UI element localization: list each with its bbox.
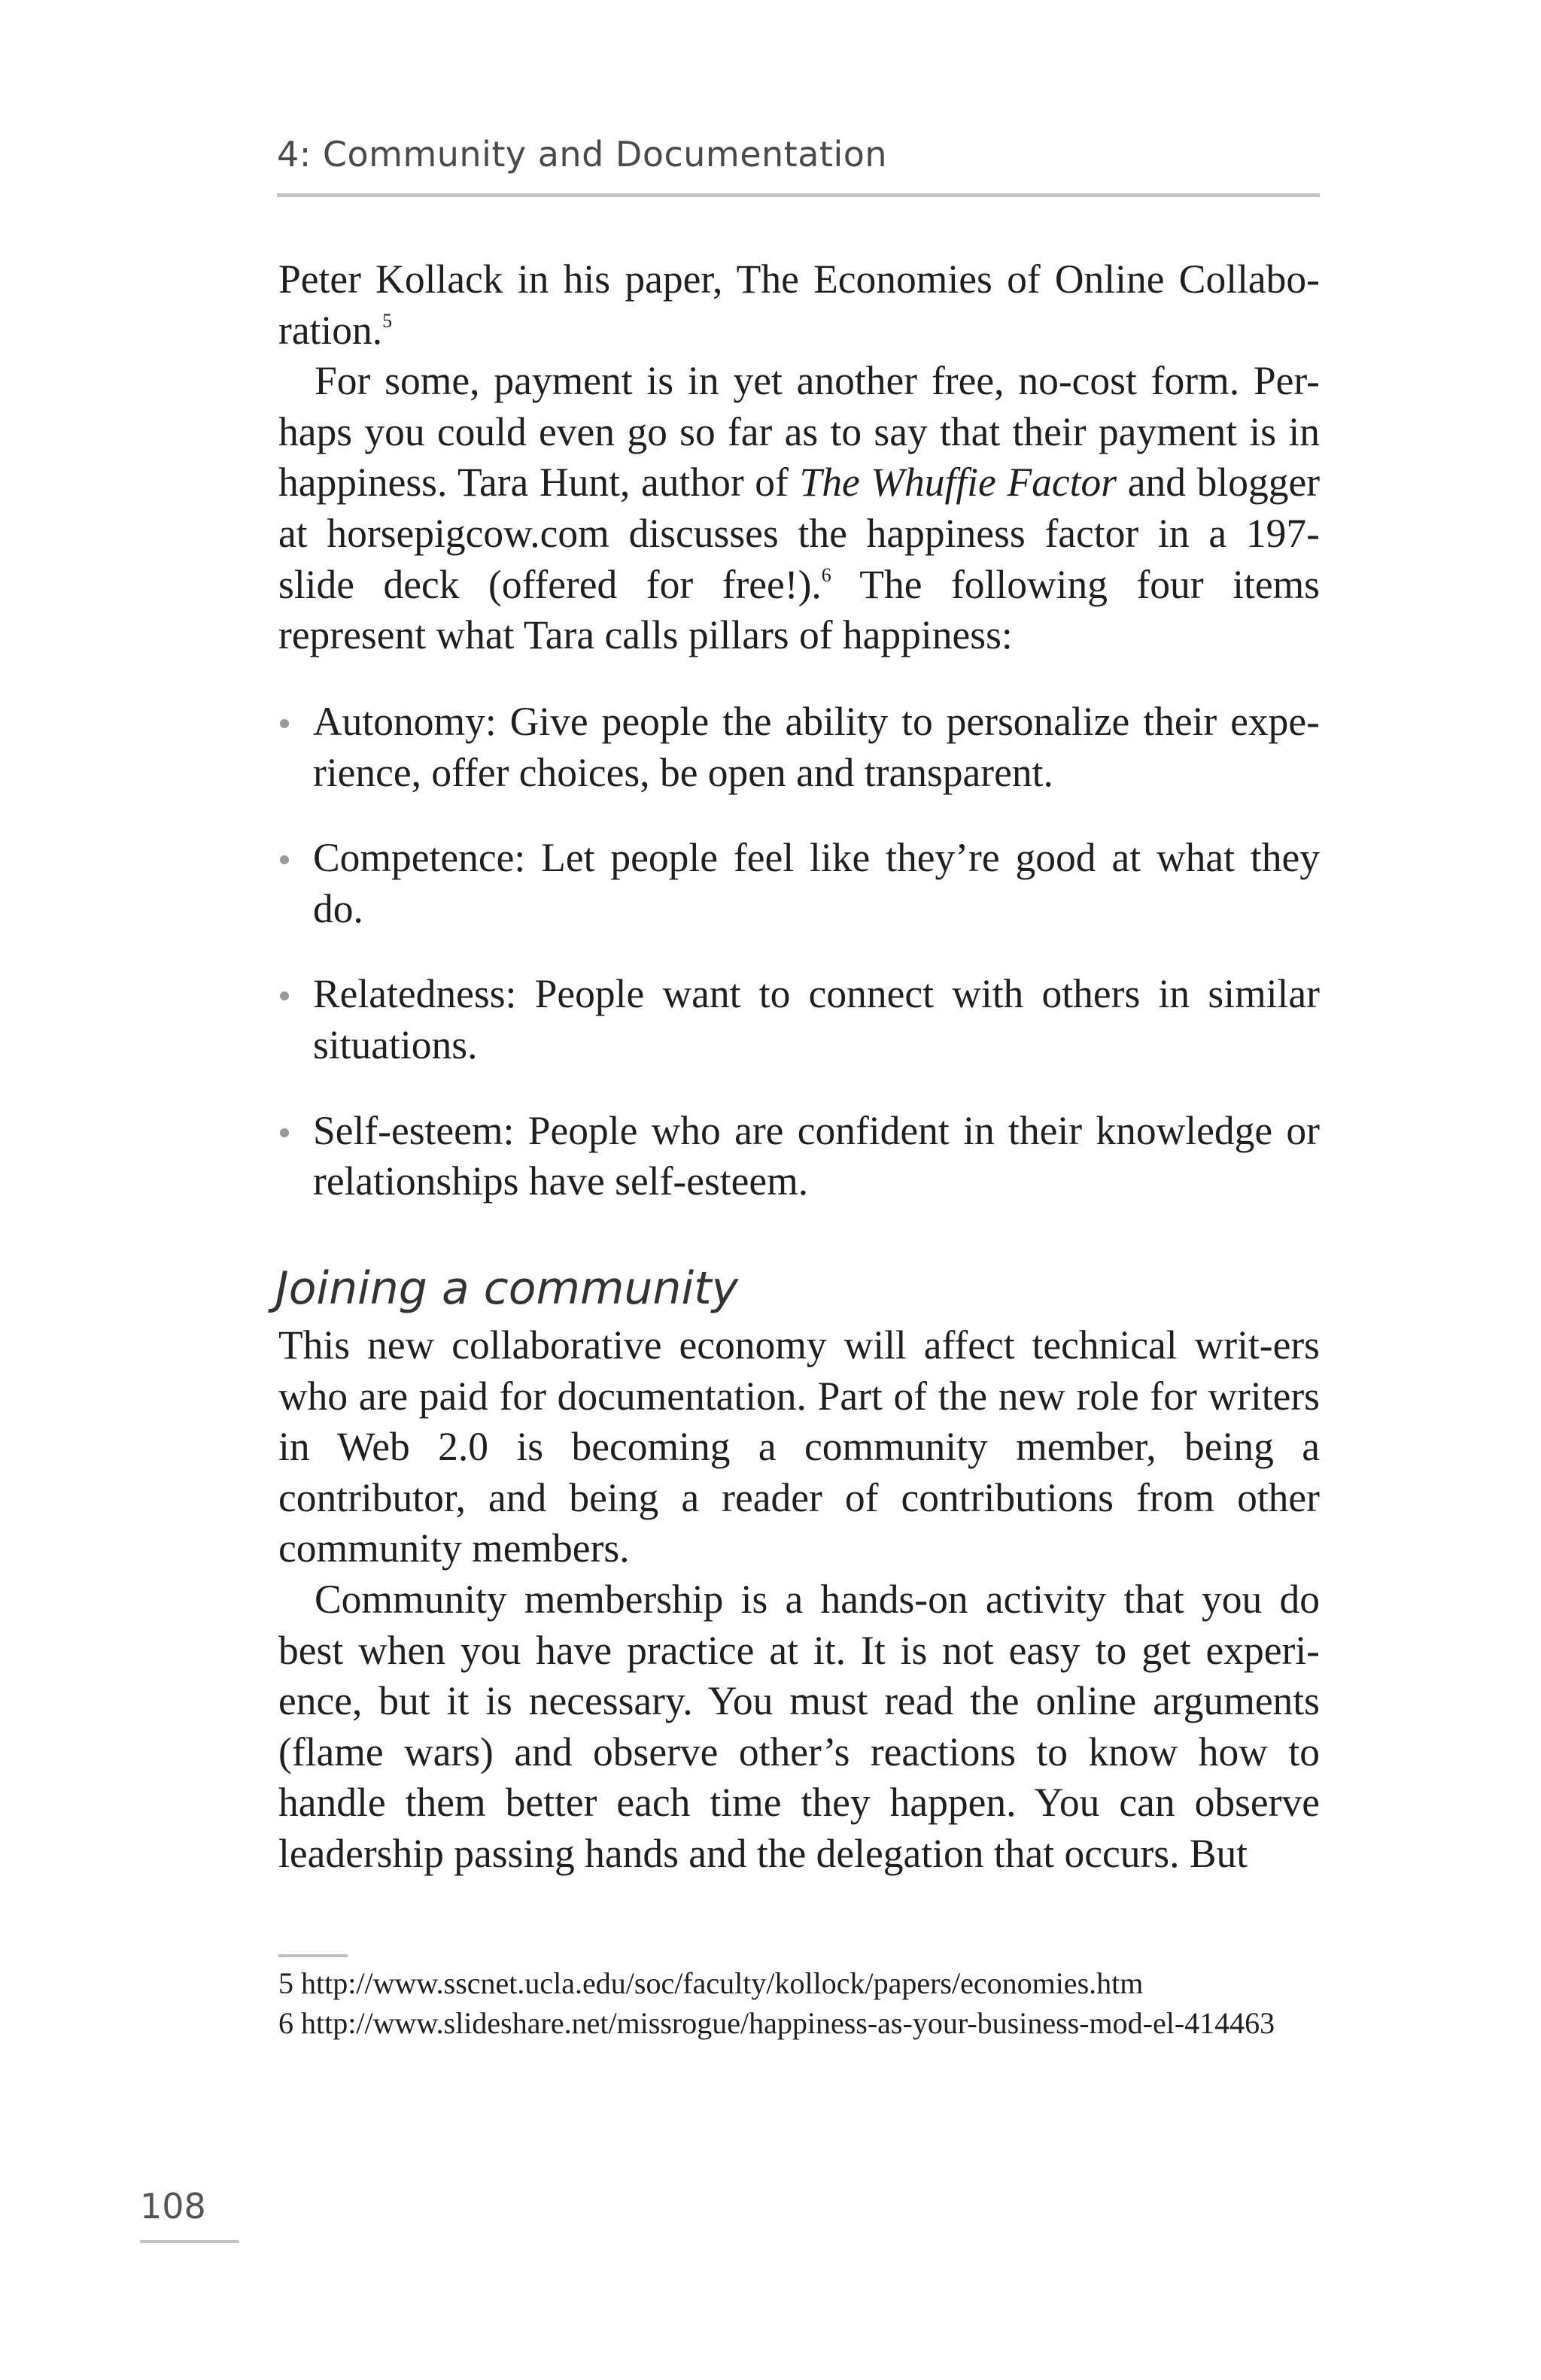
pillars-list [278, 697, 1320, 1207]
list-item-text: Relatedness: People want to connect with others in similar situations. [313, 971, 1320, 1067]
intro-paragraph-2 [278, 356, 1320, 661]
section-heading: Joining a community [275, 1262, 739, 1315]
intro-text [278, 254, 1320, 661]
footnote-divider [278, 1954, 348, 1957]
intro-paragraph-2-part-2: and blogger at horsepigcow.com discusses the happiness factor in a 197-slide deck (offered for free!). [278, 460, 1321, 607]
footnote-5: 5 http://www.sscnet.ucla.edu/soc/faculty/kollock/papers/economies.htm [278, 1966, 1144, 2000]
list-item [278, 1106, 1320, 1207]
section-paragraph-2: Community membership is a hands-on activity that you do best when you have practice at it. It is not easy to get experi-ence, but it is necessary. You must read the online arguments (flame wars) and observe other’s reactions to know how to handle them better each time they happen. You can observe leadership passing hands and the delegation that occurs. But [278, 1576, 1320, 1876]
list-item [278, 833, 1320, 934]
intro-paragraph-2-part-1: For some, payment is in yet another free, no-cost form. Per-haps you could even go so far as to say that their payment is in happiness. Tara Hunt, author of [278, 358, 1320, 505]
bullet-icon [280, 991, 289, 1000]
footnote-6: 6 http://www.slideshare.net/missrogue/happiness-as-your-business-mod-el-414463 [278, 2006, 1275, 2040]
page-number: 108 [140, 2186, 206, 2227]
list-item [278, 969, 1320, 1070]
book-title: The Whuffie Factor [799, 460, 1117, 505]
intro-paragraph-1 [278, 254, 1320, 356]
bullet-icon [280, 855, 289, 864]
intro-paragraph-2-part-3: The following four items represent what Tara calls pillars of happiness: [278, 561, 1321, 658]
list-item-text: Competence: Let people feel like they’re good at what they do. [313, 835, 1320, 931]
bullet-icon [280, 1128, 289, 1137]
footnote-ref-6: 6 [821, 563, 831, 586]
footnotes [278, 1963, 1320, 2043]
bullet-icon [280, 719, 289, 728]
page-number-rule [140, 2240, 239, 2243]
footnote-ref-5: 5 [382, 309, 393, 332]
list-item [278, 697, 1320, 798]
section-text [278, 1320, 1320, 1880]
header-divider [277, 193, 1320, 197]
list-item-text: Self-esteem: People who are confident in their knowledge or relationships have self-esteem. [313, 1107, 1320, 1204]
running-header: 4: Community and Documentation [277, 134, 888, 175]
section-paragraph-1: This new collaborative economy will affect technical writ-ers who are paid for documentation. Part of the new role for writers in Web 2.0 is becoming a community member, being a contributor, and being a reader of contributions from other community members. [278, 1322, 1320, 1571]
intro-paragraph-1-text: Peter Kollack in his paper, The Economies of Online Collabo-ration. [278, 257, 1320, 353]
list-item-text: Autonomy: Give people the ability to personalize their expe-rience, offer choices, be open and transparent. [313, 699, 1320, 795]
